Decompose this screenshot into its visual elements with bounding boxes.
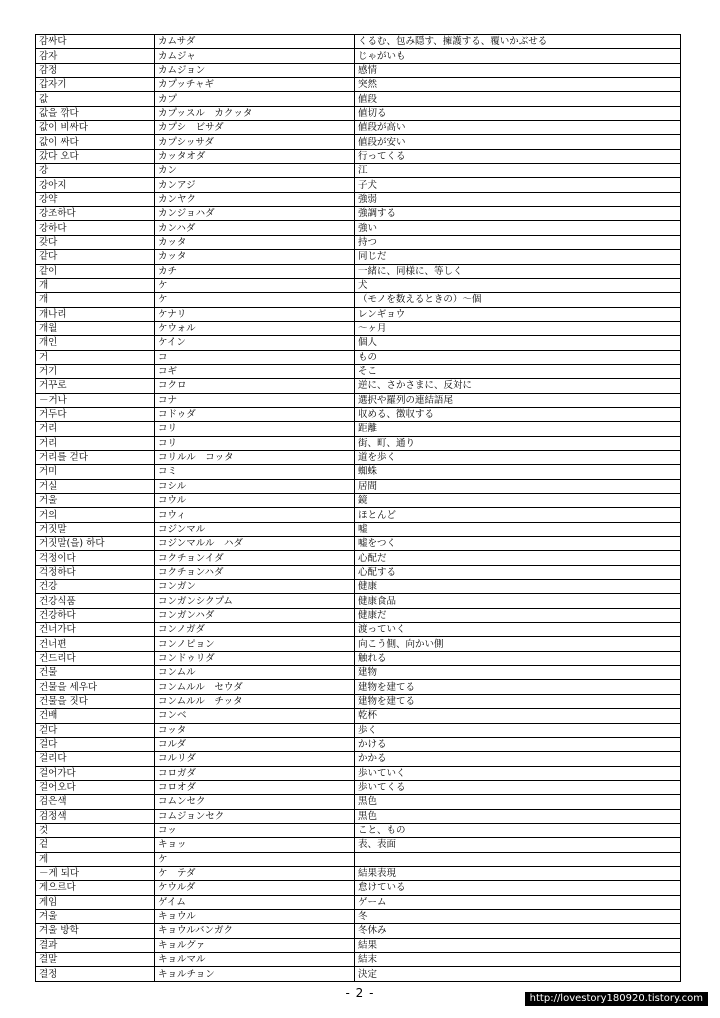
table-row: [36, 838, 681, 852]
japanese-meaning-cell: 一緒に、同様に、等しく: [355, 264, 681, 278]
korean-word-cell: 걸다: [36, 737, 155, 751]
katakana-reading-cell: ケ テダ: [155, 866, 355, 880]
japanese-meaning-cell: 感情: [355, 63, 681, 77]
katakana-reading-cell: ケイン: [155, 336, 355, 350]
table-row: [36, 938, 681, 952]
japanese-meaning-cell: 向こう側、向かい側: [355, 637, 681, 651]
japanese-meaning-cell: 黒色: [355, 809, 681, 823]
table-row: [36, 895, 681, 909]
katakana-reading-cell: コンベ: [155, 709, 355, 723]
table-row: [36, 164, 681, 178]
korean-word-cell: 거리를 걷다: [36, 450, 155, 464]
katakana-reading-cell: コンムルル チッタ: [155, 694, 355, 708]
katakana-reading-cell: コルリダ: [155, 752, 355, 766]
table-row: [36, 221, 681, 235]
japanese-meaning-cell: レンギョウ: [355, 307, 681, 321]
japanese-meaning-cell: 居間: [355, 479, 681, 493]
katakana-reading-cell: カプッスル カクッタ: [155, 106, 355, 120]
katakana-reading-cell: カンジョハダ: [155, 207, 355, 221]
katakana-reading-cell: コムンセク: [155, 795, 355, 809]
japanese-meaning-cell: 個人: [355, 336, 681, 350]
korean-word-cell: 같다: [36, 250, 155, 264]
japanese-meaning-cell: こと、もの: [355, 823, 681, 837]
katakana-reading-cell: コロガダ: [155, 766, 355, 780]
katakana-reading-cell: コンノピョン: [155, 637, 355, 651]
table-row: [36, 393, 681, 407]
japanese-meaning-cell: 怠けている: [355, 881, 681, 895]
table-row: [36, 580, 681, 594]
katakana-reading-cell: ゲイム: [155, 895, 355, 909]
table-row: [36, 594, 681, 608]
japanese-meaning-cell: 歩く: [355, 723, 681, 737]
table-row: [36, 766, 681, 780]
table-row: [36, 651, 681, 665]
korean-word-cell: 개월: [36, 321, 155, 335]
japanese-meaning-cell: 決定: [355, 967, 681, 981]
katakana-reading-cell: コシル: [155, 479, 355, 493]
katakana-reading-cell: コリ: [155, 422, 355, 436]
table-row: [36, 967, 681, 981]
katakana-reading-cell: キョルチョン: [155, 967, 355, 981]
korean-word-cell: 거짓말: [36, 522, 155, 536]
katakana-reading-cell: ケナリ: [155, 307, 355, 321]
korean-word-cell: 검정색: [36, 809, 155, 823]
katakana-reading-cell: コリ: [155, 436, 355, 450]
table-row: [36, 49, 681, 63]
japanese-meaning-cell: 触れる: [355, 651, 681, 665]
korean-word-cell: 결말: [36, 953, 155, 967]
katakana-reading-cell: ケウォル: [155, 321, 355, 335]
katakana-reading-cell: キョウル: [155, 909, 355, 923]
table-row: [36, 852, 681, 866]
japanese-meaning-cell: くるむ、包み隠す、擁護する、覆いかぶせる: [355, 35, 681, 49]
korean-word-cell: 게: [36, 852, 155, 866]
katakana-reading-cell: ケ: [155, 293, 355, 307]
table-row: [36, 178, 681, 192]
table-row: [36, 737, 681, 751]
source-url-watermark[interactable]: http://lovestory180920.tistory.com: [525, 992, 708, 1006]
katakana-reading-cell: カプ: [155, 92, 355, 106]
table-row: [36, 336, 681, 350]
table-row: [36, 795, 681, 809]
japanese-meaning-cell: 健康食品: [355, 594, 681, 608]
katakana-reading-cell: コンガン: [155, 580, 355, 594]
katakana-reading-cell: コドゥダ: [155, 407, 355, 421]
korean-word-cell: 값이 비싸다: [36, 121, 155, 135]
korean-word-cell: 강조하다: [36, 207, 155, 221]
table-row: [36, 709, 681, 723]
korean-word-cell: 거두다: [36, 407, 155, 421]
korean-word-cell: 겨울: [36, 909, 155, 923]
japanese-meaning-cell: ～ヶ月: [355, 321, 681, 335]
table-row: [36, 623, 681, 637]
japanese-meaning-cell: 健康: [355, 580, 681, 594]
table-row: [36, 436, 681, 450]
korean-word-cell: 거꾸로: [36, 379, 155, 393]
japanese-meaning-cell: 値段: [355, 92, 681, 106]
katakana-reading-cell: コウル: [155, 494, 355, 508]
katakana-reading-cell: コンドゥリダ: [155, 651, 355, 665]
korean-word-cell: 갔다 오다: [36, 149, 155, 163]
katakana-reading-cell: コルダ: [155, 737, 355, 751]
table-row: [36, 264, 681, 278]
korean-word-cell: 강아지: [36, 178, 155, 192]
korean-word-cell: 개인: [36, 336, 155, 350]
katakana-reading-cell: カッタ: [155, 250, 355, 264]
korean-word-cell: －게 되다: [36, 866, 155, 880]
japanese-meaning-cell: 渡っていく: [355, 623, 681, 637]
korean-word-cell: 개: [36, 278, 155, 292]
katakana-reading-cell: コジンマルル ハダ: [155, 537, 355, 551]
japanese-meaning-cell: 江: [355, 164, 681, 178]
japanese-meaning-cell: 距離: [355, 422, 681, 436]
katakana-reading-cell: キョウルバンガク: [155, 924, 355, 938]
korean-word-cell: 거: [36, 350, 155, 364]
japanese-meaning-cell: 子犬: [355, 178, 681, 192]
table-row: [36, 192, 681, 206]
table-row: [36, 92, 681, 106]
japanese-meaning-cell: 強弱: [355, 192, 681, 206]
table-row: [36, 293, 681, 307]
katakana-reading-cell: キョッ: [155, 838, 355, 852]
japanese-meaning-cell: 持つ: [355, 235, 681, 249]
katakana-reading-cell: カッタオダ: [155, 149, 355, 163]
japanese-meaning-cell: 鏡: [355, 494, 681, 508]
korean-word-cell: 걸어오다: [36, 780, 155, 794]
korean-word-cell: 결과: [36, 938, 155, 952]
japanese-meaning-cell: 心配だ: [355, 551, 681, 565]
katakana-reading-cell: カムサダ: [155, 35, 355, 49]
korean-word-cell: 감정: [36, 63, 155, 77]
korean-word-cell: －거나: [36, 393, 155, 407]
korean-word-cell: 갖다: [36, 235, 155, 249]
japanese-meaning-cell: 選択や羅列の連結語尾: [355, 393, 681, 407]
japanese-meaning-cell: 値段が安い: [355, 135, 681, 149]
korean-word-cell: 걱정이다: [36, 551, 155, 565]
table-row: [36, 537, 681, 551]
japanese-meaning-cell: 結末: [355, 953, 681, 967]
japanese-meaning-cell: 建物: [355, 666, 681, 680]
katakana-reading-cell: コクチョンハダ: [155, 565, 355, 579]
katakana-reading-cell: コンノガダ: [155, 623, 355, 637]
japanese-meaning-cell: 健康だ: [355, 608, 681, 622]
katakana-reading-cell: コムジョンセク: [155, 809, 355, 823]
katakana-reading-cell: コクロ: [155, 379, 355, 393]
table-row: [36, 106, 681, 120]
table-row: [36, 680, 681, 694]
japanese-meaning-cell: 建物を建てる: [355, 680, 681, 694]
korean-word-cell: 갑자기: [36, 78, 155, 92]
korean-word-cell: 건강하다: [36, 608, 155, 622]
japanese-meaning-cell: 強調する: [355, 207, 681, 221]
japanese-meaning-cell: 結果: [355, 938, 681, 952]
korean-word-cell: 걷다: [36, 723, 155, 737]
japanese-meaning-cell: 表、表面: [355, 838, 681, 852]
japanese-meaning-cell: 突然: [355, 78, 681, 92]
table-row: [36, 35, 681, 49]
table-row: [36, 508, 681, 522]
katakana-reading-cell: コンガンハダ: [155, 608, 355, 622]
korean-word-cell: 감싸다: [36, 35, 155, 49]
japanese-meaning-cell: 嘘をつく: [355, 537, 681, 551]
korean-word-cell: 겉: [36, 838, 155, 852]
japanese-meaning-cell: 蜘蛛: [355, 465, 681, 479]
table-row: [36, 522, 681, 536]
table-row: [36, 207, 681, 221]
katakana-reading-cell: カン: [155, 164, 355, 178]
katakana-reading-cell: カプシッサダ: [155, 135, 355, 149]
katakana-reading-cell: コンムル: [155, 666, 355, 680]
table-row: [36, 924, 681, 938]
japanese-meaning-cell: 歩いてくる: [355, 780, 681, 794]
korean-word-cell: 건강: [36, 580, 155, 594]
katakana-reading-cell: コミ: [155, 465, 355, 479]
table-row: [36, 608, 681, 622]
katakana-reading-cell: カムジャ: [155, 49, 355, 63]
katakana-reading-cell: カプッチャギ: [155, 78, 355, 92]
katakana-reading-cell: コクチョンイダ: [155, 551, 355, 565]
table-row: [36, 909, 681, 923]
japanese-meaning-cell: 強い: [355, 221, 681, 235]
table-row: [36, 551, 681, 565]
katakana-reading-cell: コウィ: [155, 508, 355, 522]
katakana-reading-cell: コナ: [155, 393, 355, 407]
korean-word-cell: 거의: [36, 508, 155, 522]
katakana-reading-cell: キョルグァ: [155, 938, 355, 952]
katakana-reading-cell: コギ: [155, 364, 355, 378]
table-row: [36, 494, 681, 508]
japanese-meaning-cell: 同じだ: [355, 250, 681, 264]
korean-word-cell: 개: [36, 293, 155, 307]
table-row: [36, 666, 681, 680]
korean-word-cell: 게으르다: [36, 881, 155, 895]
japanese-meaning-cell: かける: [355, 737, 681, 751]
katakana-reading-cell: コジンマル: [155, 522, 355, 536]
korean-word-cell: 건물을 짓다: [36, 694, 155, 708]
table-row: [36, 63, 681, 77]
korean-word-cell: 거울: [36, 494, 155, 508]
korean-word-cell: 값: [36, 92, 155, 106]
table-row: [36, 364, 681, 378]
katakana-reading-cell: コッタ: [155, 723, 355, 737]
japanese-meaning-cell: 黒色: [355, 795, 681, 809]
katakana-reading-cell: コロオダ: [155, 780, 355, 794]
korean-word-cell: 강하다: [36, 221, 155, 235]
japanese-meaning-cell: 結果表現: [355, 866, 681, 880]
table-row: [36, 565, 681, 579]
table-row: [36, 866, 681, 880]
table-row: [36, 450, 681, 464]
katakana-reading-cell: キョルマル: [155, 953, 355, 967]
table-row: [36, 307, 681, 321]
japanese-meaning-cell: 冬休み: [355, 924, 681, 938]
korean-word-cell: 거기: [36, 364, 155, 378]
korean-word-cell: 건드리다: [36, 651, 155, 665]
katakana-reading-cell: ケ: [155, 278, 355, 292]
table-row: [36, 78, 681, 92]
katakana-reading-cell: カンヤク: [155, 192, 355, 206]
page-number: - 2 -: [345, 986, 375, 1000]
table-row: [36, 350, 681, 364]
korean-word-cell: 건물을 세우다: [36, 680, 155, 694]
korean-word-cell: 건배: [36, 709, 155, 723]
korean-word-cell: 것: [36, 823, 155, 837]
japanese-meaning-cell: かかる: [355, 752, 681, 766]
table-row: [36, 407, 681, 421]
japanese-meaning-cell: [355, 852, 681, 866]
katakana-reading-cell: コンムルル セウダ: [155, 680, 355, 694]
japanese-meaning-cell: 値切る: [355, 106, 681, 120]
japanese-meaning-cell: （モノを数えるときの）～個: [355, 293, 681, 307]
table-row: [36, 881, 681, 895]
korean-word-cell: 값을 깎다: [36, 106, 155, 120]
korean-word-cell: 겨울 방학: [36, 924, 155, 938]
table-row: [36, 278, 681, 292]
japanese-meaning-cell: 道を歩く: [355, 450, 681, 464]
vocabulary-table-body: [36, 35, 681, 982]
katakana-reading-cell: コンガンシクプム: [155, 594, 355, 608]
katakana-reading-cell: カチ: [155, 264, 355, 278]
table-row: [36, 121, 681, 135]
japanese-meaning-cell: もの: [355, 350, 681, 364]
korean-word-cell: 거리: [36, 422, 155, 436]
table-row: [36, 250, 681, 264]
katakana-reading-cell: カンアジ: [155, 178, 355, 192]
katakana-reading-cell: ケウルダ: [155, 881, 355, 895]
korean-word-cell: 건물: [36, 666, 155, 680]
korean-word-cell: 값이 싸다: [36, 135, 155, 149]
table-row: [36, 823, 681, 837]
korean-word-cell: 건너가다: [36, 623, 155, 637]
korean-word-cell: 걸리다: [36, 752, 155, 766]
korean-word-cell: 건강식품: [36, 594, 155, 608]
korean-word-cell: 거미: [36, 465, 155, 479]
table-row: [36, 723, 681, 737]
table-row: [36, 422, 681, 436]
vocabulary-table: [35, 34, 681, 982]
japanese-meaning-cell: 収める、徴収する: [355, 407, 681, 421]
korean-word-cell: 거짓말(을) 하다: [36, 537, 155, 551]
table-row: [36, 752, 681, 766]
korean-word-cell: 건너편: [36, 637, 155, 651]
japanese-meaning-cell: 心配する: [355, 565, 681, 579]
japanese-meaning-cell: 逆に、さかさまに、反対に: [355, 379, 681, 393]
table-row: [36, 465, 681, 479]
table-row: [36, 694, 681, 708]
korean-word-cell: 개나리: [36, 307, 155, 321]
katakana-reading-cell: カプシ ビサダ: [155, 121, 355, 135]
japanese-meaning-cell: 行ってくる: [355, 149, 681, 163]
table-row: [36, 235, 681, 249]
korean-word-cell: 거리: [36, 436, 155, 450]
table-row: [36, 479, 681, 493]
table-row: [36, 809, 681, 823]
korean-word-cell: 거실: [36, 479, 155, 493]
katakana-reading-cell: コ: [155, 350, 355, 364]
korean-word-cell: 감자: [36, 49, 155, 63]
table-row: [36, 780, 681, 794]
japanese-meaning-cell: 歩いていく: [355, 766, 681, 780]
korean-word-cell: 게임: [36, 895, 155, 909]
japanese-meaning-cell: 乾杯: [355, 709, 681, 723]
japanese-meaning-cell: 街、町、通り: [355, 436, 681, 450]
katakana-reading-cell: コリルル コッタ: [155, 450, 355, 464]
japanese-meaning-cell: ゲーム: [355, 895, 681, 909]
japanese-meaning-cell: 冬: [355, 909, 681, 923]
japanese-meaning-cell: 嘘: [355, 522, 681, 536]
japanese-meaning-cell: そこ: [355, 364, 681, 378]
japanese-meaning-cell: 建物を建てる: [355, 694, 681, 708]
japanese-meaning-cell: 値段が高い: [355, 121, 681, 135]
table-row: [36, 149, 681, 163]
katakana-reading-cell: カッタ: [155, 235, 355, 249]
table-row: [36, 379, 681, 393]
japanese-meaning-cell: 犬: [355, 278, 681, 292]
katakana-reading-cell: ケ: [155, 852, 355, 866]
korean-word-cell: 검은색: [36, 795, 155, 809]
table-row: [36, 321, 681, 335]
korean-word-cell: 결정: [36, 967, 155, 981]
table-row: [36, 953, 681, 967]
katakana-reading-cell: カムジョン: [155, 63, 355, 77]
korean-word-cell: 강약: [36, 192, 155, 206]
japanese-meaning-cell: じゃがいも: [355, 49, 681, 63]
katakana-reading-cell: カンハダ: [155, 221, 355, 235]
korean-word-cell: 걸어가다: [36, 766, 155, 780]
japanese-meaning-cell: ほとんど: [355, 508, 681, 522]
korean-word-cell: 같이: [36, 264, 155, 278]
korean-word-cell: 걱정하다: [36, 565, 155, 579]
table-row: [36, 135, 681, 149]
table-row: [36, 637, 681, 651]
korean-word-cell: 강: [36, 164, 155, 178]
katakana-reading-cell: コッ: [155, 823, 355, 837]
